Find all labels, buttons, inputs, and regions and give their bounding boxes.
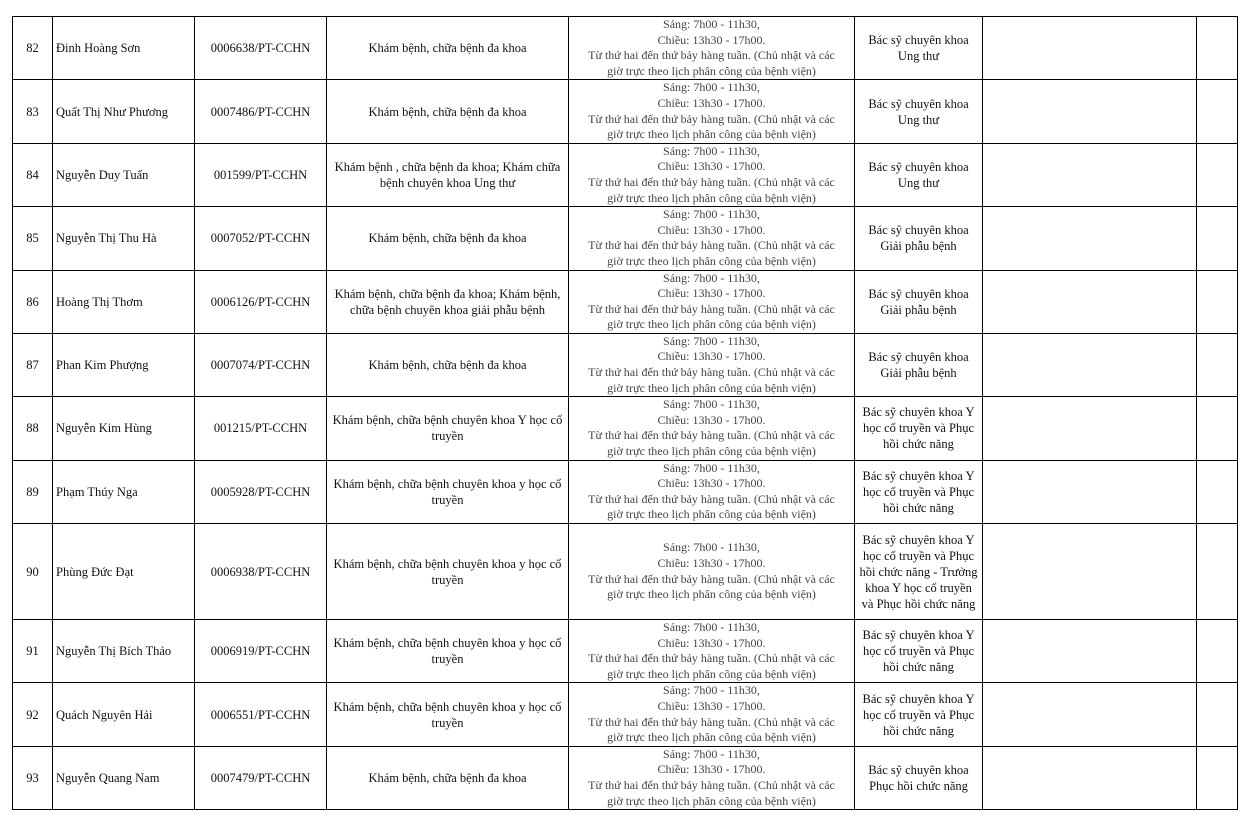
working-hours-line: Sáng: 7h00 - 11h30, (663, 540, 760, 555)
working-hours-line: Sáng: 7h00 - 11h30, (663, 620, 760, 634)
table-row (13, 143, 1238, 206)
certificate-number: 0006919/PT-CCHN (195, 620, 327, 683)
working-hours-line: Chiều: 13h30 - 17h00. (657, 698, 766, 713)
staff-table (12, 16, 1238, 810)
position-title-line: Phục hồi chức năng (869, 778, 968, 793)
staff-name: Phan Kim Phượng (53, 333, 195, 396)
practice-scope-line: Khám bệnh, chữa bệnh đa khoa (368, 41, 527, 56)
working-hours-line: Sáng: 7h00 - 11h30, (663, 143, 760, 158)
certificate-number: 0006938/PT-CCHN (195, 524, 327, 620)
working-hours-line: giờ trực theo lịch phân công của bệnh viện) (607, 63, 816, 78)
practice-scope-line: truyền (431, 429, 464, 444)
empty-cell (1197, 397, 1238, 460)
working-hours-line: Sáng: 7h00 - 11h30, (663, 683, 760, 698)
position-title-line: Ung thư (897, 175, 940, 190)
practice-scope (327, 333, 569, 396)
position-title-line: học cổ truyền và Phục (862, 548, 975, 563)
position-title-line: hồi chức năng (883, 500, 954, 515)
working-hours-line: Từ thứ hai đến thứ bảy hàng tuần. (Chủ nhật và các (588, 174, 835, 189)
practice-scope-line: truyền (431, 715, 464, 730)
working-hours-line: giờ trực theo lịch phân công của bệnh viện) (607, 127, 816, 142)
empty-cell (1197, 80, 1238, 143)
row-number: 87 (13, 333, 53, 396)
position-title-line: Bác sỹ chuyên khoa (868, 96, 969, 111)
staff-name: Quách Nguyên Hải (53, 683, 195, 746)
working-hours-line: Từ thứ hai đến thứ bảy hàng tuần. (Chủ nhật và các (588, 301, 835, 316)
table-row (13, 207, 1238, 270)
table-row (13, 17, 1238, 80)
position-title-line: Giải phẫu bệnh (880, 302, 957, 317)
working-hours-line: Chiều: 13h30 - 17h00. (657, 32, 766, 47)
position-title-line: Ung thư (897, 49, 940, 64)
working-hours-line: Sáng: 7h00 - 11h30, (663, 270, 760, 285)
position-title-line: Giải phẫu bệnh (880, 239, 957, 254)
practice-scope (327, 207, 569, 270)
position-title-line: hồi chức năng - Trưởng (859, 564, 978, 579)
table-row (13, 80, 1238, 143)
empty-cell (983, 143, 1197, 206)
position-title-line: Bác sỹ chuyên khoa (868, 159, 969, 174)
practice-scope-line: truyền (431, 572, 464, 587)
practice-scope-line: Khám bệnh, chữa bệnh chuyên khoa Y học cổ (332, 413, 563, 428)
empty-cell (983, 17, 1197, 80)
working-hours (569, 207, 855, 270)
table-row (13, 460, 1238, 523)
position-title-line: Bác sỹ chuyên khoa (868, 762, 969, 777)
position-title-line: Bác sỹ chuyên khoa (868, 33, 969, 48)
certificate-number: 0007052/PT-CCHN (195, 207, 327, 270)
position-title (855, 143, 983, 206)
working-hours-line: Chiều: 13h30 - 17h00. (657, 222, 766, 237)
row-number: 92 (13, 683, 53, 746)
working-hours-line: Sáng: 7h00 - 11h30, (663, 746, 760, 761)
empty-cell (1197, 620, 1238, 683)
working-hours-line: giờ trực theo lịch phân công của bệnh viện) (607, 793, 816, 808)
working-hours (569, 620, 855, 683)
position-title (855, 333, 983, 396)
practice-scope-line: Khám bệnh, chữa bệnh chuyên khoa y học cổ (333, 636, 562, 651)
staff-name: Hoàng Thị Thơm (53, 270, 195, 333)
practice-scope-line: Khám bệnh, chữa bệnh đa khoa (368, 104, 527, 119)
position-title-line: học cổ truyền và Phục (862, 707, 975, 722)
position-title-line: Bác sỹ chuyên khoa Y (862, 628, 975, 643)
row-number: 83 (13, 80, 53, 143)
table-row (13, 683, 1238, 746)
staff-name: Nguyễn Thị Thu Hà (53, 207, 195, 270)
working-hours-line: Chiều: 13h30 - 17h00. (657, 635, 766, 650)
empty-cell (983, 80, 1197, 143)
working-hours (569, 143, 855, 206)
position-title (855, 620, 983, 683)
practice-scope-line: Khám bệnh , chữa bệnh đa khoa; Khám chữa (334, 159, 561, 174)
working-hours-line: Sáng: 7h00 - 11h30, (663, 17, 760, 31)
working-hours-line: Chiều: 13h30 - 17h00. (657, 95, 766, 110)
position-title (855, 746, 983, 809)
practice-scope-line: truyền (431, 492, 464, 507)
practice-scope (327, 620, 569, 683)
working-hours (569, 333, 855, 396)
certificate-number: 0006551/PT-CCHN (195, 683, 327, 746)
position-title (855, 17, 983, 80)
position-title-line: Ung thư (897, 112, 940, 127)
position-title-line: Bác sỹ chuyên khoa (868, 286, 969, 301)
empty-cell (983, 524, 1197, 620)
practice-scope (327, 270, 569, 333)
working-hours-line: Chiều: 13h30 - 17h00. (657, 476, 766, 491)
practice-scope-line: Khám bệnh, chữa bệnh đa khoa (368, 231, 527, 246)
empty-cell (1197, 333, 1238, 396)
practice-scope-line: Khám bệnh, chữa bệnh chuyên khoa y học cổ (333, 476, 562, 491)
table-row (13, 397, 1238, 460)
working-hours-line: Từ thứ hai đến thứ bảy hàng tuần. (Chủ nhật và các (588, 714, 835, 729)
practice-scope (327, 80, 569, 143)
working-hours-line: Từ thứ hai đến thứ bảy hàng tuần. (Chủ nhật và các (588, 571, 835, 586)
position-title-line: hồi chức năng (883, 660, 954, 675)
working-hours-line: giờ trực theo lịch phân công của bệnh viện) (607, 380, 816, 395)
row-number: 89 (13, 460, 53, 523)
empty-cell (983, 333, 1197, 396)
practice-scope-line: Khám bệnh, chữa bệnh chuyên khoa y học cổ (333, 556, 562, 571)
empty-cell (1197, 746, 1238, 809)
working-hours (569, 524, 855, 620)
row-number: 84 (13, 143, 53, 206)
working-hours-line: Từ thứ hai đến thứ bảy hàng tuần. (Chủ nhật và các (588, 777, 835, 792)
empty-cell (1197, 460, 1238, 523)
practice-scope (327, 17, 569, 80)
practice-scope (327, 397, 569, 460)
working-hours-line: Chiều: 13h30 - 17h00. (657, 286, 766, 301)
staff-name: Nguyễn Duy Tuấn (53, 143, 195, 206)
staff-table-body (13, 17, 1238, 810)
staff-name: Nguyễn Quang Nam (53, 746, 195, 809)
empty-cell (983, 270, 1197, 333)
row-number: 90 (13, 524, 53, 620)
working-hours-line: Chiều: 13h30 - 17h00. (657, 762, 766, 777)
working-hours-line: Sáng: 7h00 - 11h30, (663, 397, 760, 412)
position-title-line: và Phục hồi chức năng (861, 596, 976, 611)
empty-cell (1197, 270, 1238, 333)
position-title-line: Bác sỹ chuyên khoa (868, 350, 969, 365)
position-title (855, 460, 983, 523)
table-row (13, 746, 1238, 809)
working-hours-line: Chiều: 13h30 - 17h00. (657, 555, 766, 570)
empty-cell (1197, 524, 1238, 620)
table-row (13, 524, 1238, 620)
practice-scope-line: chữa bệnh chuyên khoa giải phẫu bệnh (350, 302, 545, 317)
empty-cell (1197, 143, 1238, 206)
working-hours-line: Sáng: 7h00 - 11h30, (663, 460, 760, 475)
working-hours-line: Sáng: 7h00 - 11h30, (663, 80, 760, 95)
practice-scope-line: Khám bệnh, chữa bệnh đa khoa; Khám bệnh, (334, 286, 561, 301)
row-number: 88 (13, 397, 53, 460)
staff-name: Phùng Đức Đạt (53, 524, 195, 620)
certificate-number: 0006638/PT-CCHN (195, 17, 327, 80)
working-hours-line: Từ thứ hai đến thứ bảy hàng tuần. (Chủ nhật và các (588, 365, 835, 380)
position-title-line: khoa Y học cổ truyền (865, 580, 972, 595)
working-hours-line: giờ trực theo lịch phân công của bệnh viện) (607, 253, 816, 268)
position-title (855, 683, 983, 746)
working-hours-line: Từ thứ hai đến thứ bảy hàng tuần. (Chủ nhật và các (588, 48, 835, 63)
working-hours (569, 397, 855, 460)
practice-scope-line: truyền (431, 652, 464, 667)
row-number: 91 (13, 620, 53, 683)
position-title (855, 397, 983, 460)
empty-cell (983, 460, 1197, 523)
table-row (13, 620, 1238, 683)
working-hours-line: Từ thứ hai đến thứ bảy hàng tuần. (Chủ nhật và các (588, 428, 835, 443)
empty-cell (983, 683, 1197, 746)
position-title (855, 207, 983, 270)
certificate-number: 0007479/PT-CCHN (195, 746, 327, 809)
table-row (13, 333, 1238, 396)
working-hours (569, 683, 855, 746)
position-title-line: Bác sỹ chuyên khoa Y (862, 468, 975, 483)
empty-cell (1197, 207, 1238, 270)
table-row (13, 270, 1238, 333)
empty-cell (1197, 17, 1238, 80)
working-hours-line: giờ trực theo lịch phân công của bệnh viện) (607, 317, 816, 332)
position-title-line: Giải phẫu bệnh (880, 366, 957, 381)
working-hours-line: giờ trực theo lịch phân công của bệnh viện) (607, 444, 816, 459)
certificate-number: 0007074/PT-CCHN (195, 333, 327, 396)
position-title-line: học cổ truyền và Phục (862, 644, 975, 659)
practice-scope-line: Khám bệnh, chữa bệnh chuyên khoa y học cổ (333, 699, 562, 714)
working-hours-line: Sáng: 7h00 - 11h30, (663, 207, 760, 222)
position-title-line: hồi chức năng (883, 723, 954, 738)
practice-scope-line: Khám bệnh, chữa bệnh đa khoa (368, 358, 527, 373)
staff-name: Phạm Thúy Nga (53, 460, 195, 523)
position-title-line: học cổ truyền và Phục (862, 421, 975, 436)
row-number: 93 (13, 746, 53, 809)
working-hours-line: Từ thứ hai đến thứ bảy hàng tuần. (Chủ nhật và các (588, 491, 835, 506)
position-title (855, 524, 983, 620)
working-hours (569, 80, 855, 143)
practice-scope (327, 683, 569, 746)
working-hours (569, 746, 855, 809)
working-hours-line: Chiều: 13h30 - 17h00. (657, 412, 766, 427)
working-hours-line: Sáng: 7h00 - 11h30, (663, 333, 760, 348)
certificate-number: 0005928/PT-CCHN (195, 460, 327, 523)
working-hours-line: giờ trực theo lịch phân công của bệnh viện) (607, 190, 816, 205)
empty-cell (1197, 683, 1238, 746)
position-title-line: Bác sỹ chuyên khoa Y (862, 405, 975, 420)
row-number: 82 (13, 17, 53, 80)
working-hours-line: Chiều: 13h30 - 17h00. (657, 159, 766, 174)
empty-cell (983, 207, 1197, 270)
working-hours (569, 17, 855, 80)
practice-scope (327, 460, 569, 523)
working-hours-line: Chiều: 13h30 - 17h00. (657, 349, 766, 364)
certificate-number: 0006126/PT-CCHN (195, 270, 327, 333)
working-hours-line: Từ thứ hai đến thứ bảy hàng tuần. (Chủ nhật và các (588, 238, 835, 253)
working-hours-line: giờ trực theo lịch phân công của bệnh viện) (607, 507, 816, 522)
position-title (855, 270, 983, 333)
practice-scope (327, 524, 569, 620)
staff-name: Nguyễn Thị Bích Thảo (53, 620, 195, 683)
practice-scope-line: bệnh chuyên khoa Ung thư (379, 175, 516, 190)
position-title-line: Bác sỹ chuyên khoa (868, 223, 969, 238)
practice-scope-line: Khám bệnh, chữa bệnh đa khoa (368, 770, 527, 785)
position-title-line: học cổ truyền và Phục (862, 484, 975, 499)
empty-cell (983, 746, 1197, 809)
staff-name: Quất Thị Như Phương (53, 80, 195, 143)
row-number: 85 (13, 207, 53, 270)
working-hours-line: giờ trực theo lịch phân công của bệnh viện) (607, 730, 816, 745)
certificate-number: 001215/PT-CCHN (195, 397, 327, 460)
position-title-line: Bác sỹ chuyên khoa Y (862, 691, 975, 706)
working-hours-line: giờ trực theo lịch phân công của bệnh viện) (607, 666, 816, 681)
certificate-number: 0007486/PT-CCHN (195, 80, 327, 143)
certificate-number: 001599/PT-CCHN (195, 143, 327, 206)
working-hours-line: Từ thứ hai đến thứ bảy hàng tuần. (Chủ nhật và các (588, 651, 835, 666)
staff-name: Đinh Hoàng Sơn (53, 17, 195, 80)
row-number: 86 (13, 270, 53, 333)
practice-scope (327, 746, 569, 809)
working-hours-line: Từ thứ hai đến thứ bảy hàng tuần. (Chủ nhật và các (588, 111, 835, 126)
position-title (855, 80, 983, 143)
position-title-line: hồi chức năng (883, 437, 954, 452)
practice-scope (327, 143, 569, 206)
empty-cell (983, 620, 1197, 683)
working-hours (569, 460, 855, 523)
working-hours-line: giờ trực theo lịch phân công của bệnh viện) (607, 587, 816, 602)
working-hours (569, 270, 855, 333)
position-title-line: Bác sỹ chuyên khoa Y (862, 532, 975, 547)
empty-cell (983, 397, 1197, 460)
staff-name: Nguyễn Kim Hùng (53, 397, 195, 460)
